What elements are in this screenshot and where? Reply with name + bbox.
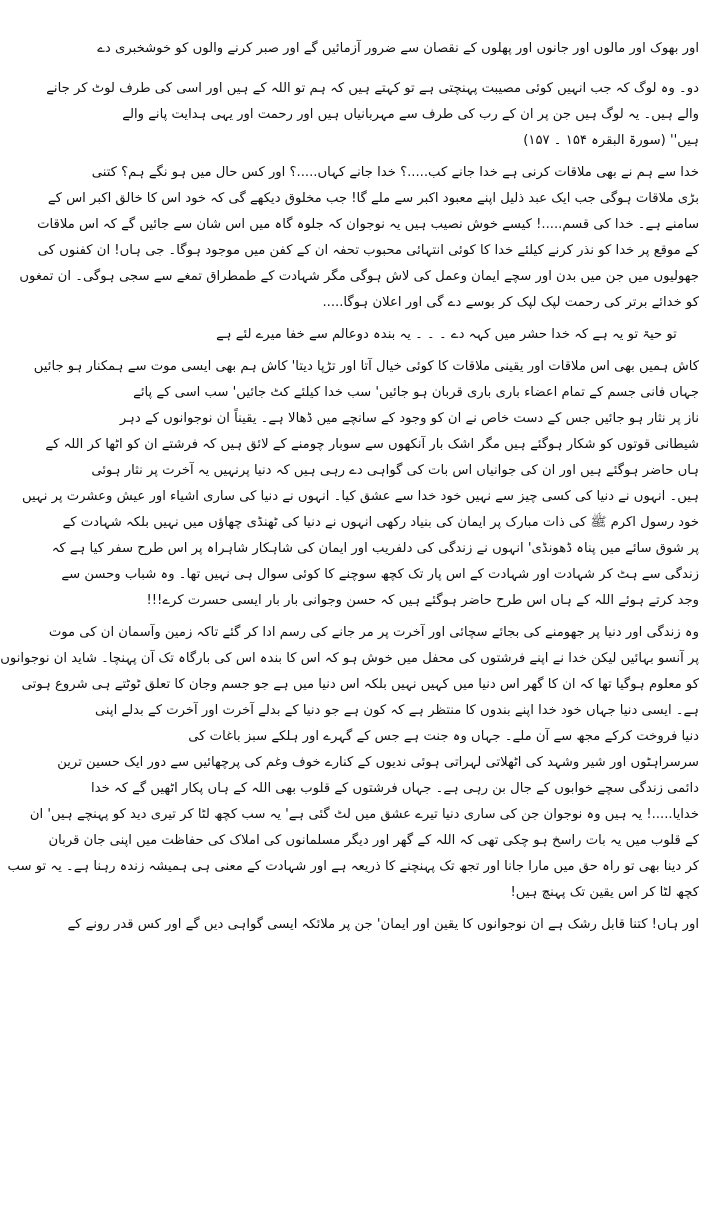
text-line: کچھ لٹا کر اس یقین تک پہنچ ہیں! [510, 885, 699, 900]
text-line: ناز پر نثار ہو جائیں جس کے دست خاص نے ان کو وجود کے سانچے میں ڈھالا ہے۔ یقیناً ان نوجوانوں کے دہر [119, 411, 699, 426]
text-line: زندگی سے ہٹ کر شہادت اور شہادت کے اس پار تک کچھ سوچنے کا کوئی سوال ہی نہیں تھا۔ وہ شباب وحسن سے [61, 567, 699, 582]
text-line: ہے۔ ایسی دنیا جہاں خود خدا اپنے بندوں کا منتظر ہے کہ کون ہے جو دنیا کے بدلے آخرت اور آخرت کے بدلے اپنی [94, 703, 699, 718]
text-line: کر دینا بھی تو راہ حق میں مارا جانا اور تجھ تک پہنچنے کا ذریعہ ہے اور شہادت کے معنی ہی ہمیشہ زندہ رہنا ہے۔ یہ تو سب [7, 859, 699, 874]
paragraph [46, 76, 699, 154]
paragraph [97, 36, 699, 62]
text-line: وجد کرتے ہوئے اللہ کے ہاں اس طرح حاضر ہوگئے ہیں کہ حسن وجوانی بار بار ایسی حسرت کرے!!! [146, 593, 699, 608]
text-line: جہاں فانی جسم کے تمام اعضاء باری باری قربان ہو جائیں' سب خدا کیلئے کٹ جائیں' سب اسی کے پائے [133, 385, 699, 400]
text-line: کے موقع پر خدا کو نذر کرنے کیلئے خدا کا کوئی انتہائی محبوب تحفہ ان کے کفن میں موجود ہوگا۔ جی ہاں! ان کفنوں کی [37, 243, 699, 258]
text-line: خود رسول اکرم ﷺ کی ذات مبارک پر ایمان کی بنیاد رکھی انہوں نے دنیا کی ٹھنڈی چھاؤں میں نہیں بلکہ شہادت کے [62, 515, 699, 530]
text-line: وہ زندگی اور دنیا پر جھومنے کی بجائے سچائی اور آخرت پر مر جانے کی رسم ادا کر گئے تاکہ زمین وآسمان ان کی موت [48, 625, 699, 640]
text-line: کے قلوب میں یہ بات راسخ ہو چکی تھی کہ اللہ کے گھر اور دیگر مسلمانوں کی املاک کی حفاظت میں اپنی جان قربان [48, 833, 699, 848]
text-line: شیطانی قوتوں کو شکار ہوگئے ہیں مگر اشک بار آنکھوں سے سوبار چومنے کے لائق ہیں کہ فرشتے ان کو اٹھا کر اللہ کے [45, 437, 699, 452]
paragraph [19, 160, 699, 316]
text-line: کو خدائے برتر کی رحمت لپک لپک کر بوسے دے گی اور اعلان ہوگا..... [322, 295, 699, 310]
text-line: اور ہاں! کتنا قابل رشک ہے ان نوجوانوں کا یقین اور ایمان' جن پر ملائکہ ایسی گواہی دیں گے اور کس قدر رونے کے [67, 917, 699, 932]
paragraph [67, 912, 699, 938]
text-line: پر آنسو بہائیں لیکن خدا نے اپنے فرشتوں کی محفل میں خوش ہو کہ اس کا بندہ اس کی بارگاہ تک آن پہنچا۔ شاید ان نوجوانوں [0, 651, 699, 666]
text-line: کو معلوم ہوگیا تھا کہ ان کا گھر اس دنیا میں کہیں نہیں بلکہ اس دنیا میں ہے جو جسم وجان کا تعلق ٹوٹتے ہی شروع ہوتی [21, 677, 699, 692]
text-line: جھولیوں میں جن میں بدن اور سچے ایمان وعمل کی لاش ہوگی مگر شہادت کے طمطراق تمغے سے سجی ہوگی۔ ان تمغوں [19, 269, 699, 284]
text-line: اور بھوک اور مالوں اور جانوں اور پھلوں کے نقصان سے ضرور آزمائیں گے اور صبر کرنے والوں کو خوشخبری دے [97, 41, 699, 56]
verse-line: تو حیۃ تو یہ ہے کہ خدا حشر میں کہہ دے ۔ ۔ ۔ یہ بندہ دوعالم سے خفا میرے لئے ہے [216, 327, 677, 342]
text-line: کاش ہمیں بھی اس ملاقات اور یقینی ملاقات کا کوئی خیال آتا اور تڑپا دیتا' کاش ہم بھی ایسی موت سے ہمکنار ہو جائیں [33, 359, 699, 374]
text-line: دائمی زندگی سچے خوابوں کے جال بن رہی ہے۔ جہاں فرشتوں کے قلوب بھی اللہ کے ہاں پکار اٹھیں گے کہ خدا [91, 781, 699, 796]
text-line: خدا سے ہم نے بھی ملاقات کرنی ہے خدا جانے کب.....؟ خدا جانے کہاں.....؟ اور کس حال میں ہو نگے ہم؟ کتنی [91, 165, 699, 180]
text-line: سامنے ہے۔ خدا کی قسم.....! کیسے خوش نصیب ہیں یہ نوجوان کہ جلوہ گاہ میں اس شان سے جائیں گے کہ اس ملاقات [37, 217, 699, 232]
text-line: سرسراہٹوں اور شیر وشہد کی اٹھلاتی لہراتی ہوئی ندیوں کے کنارے خوف وغم کی پرچھائیں سے دور ایک حسین ترین [57, 755, 699, 770]
text-line: دو۔ وہ لوگ کہ جب انہیں کوئی مصیبت پہنچتی ہے تو کہتے ہیں کہ ہم تو اللہ کے ہیں اور اسی کی طرف لوٹ کر جانے [46, 81, 699, 96]
text-line: دنیا فروخت کرکے مجھ سے آن ملے۔ جہاں وہ جنت ہے جس کے گہرے اور ہلکے سبز باغات کی [188, 729, 699, 744]
paragraph [194, 322, 699, 348]
paragraph-gap [194, 62, 699, 76]
paragraph [21, 354, 699, 614]
text-line: ہاں حاضر ہوگئے ہیں اور ان کی جوانیاں اس بات کی گواہی دے رہی ہیں کہ دنیا پرنہیں یہ آخرت پر نثار ہوئی [91, 463, 699, 478]
text-line: خدایا.....! یہ ہیں وہ نوجوان جن کی ساری دنیا تیرے عشق میں لٹ گئی ہے' یہ سب کچھ لٹا کر تیری دید کو پہنچے ہیں' ان [29, 807, 699, 822]
text-line: والے ہیں۔ یہ لوگ ہیں جن پر ان کے رب کی طرف سے مہربانیاں ہیں اور رحمت اور یہی ہدایت پانے والے [122, 107, 699, 122]
text-line: ہیں۔ انہوں نے دنیا کی کسی چیز سے نہیں خود خدا سے عشق کیا۔ انہوں نے دنیا کی ساری اشیاء اور عیش وعشرت پر نہیں [21, 489, 699, 504]
text-line: بڑی ملاقات ہوگی جب ایک عبد ذلیل اپنے معبود اکبر سے ملے گا! جب مخلوق دیکھے گی کہ خود اس کا خالق اکبر اس کے [47, 191, 699, 206]
text-line: ہیں'' (سورۃ البقرہ ۱۵۴ ۔ ۱۵۷) [523, 133, 699, 148]
text-line: پر شوق سائے میں پناہ ڈھونڈی' انہوں نے زندگی کی دلفریب اور ایمان کی شاہکار شاہراہ پر اس طرح سفر کیا ہے کہ [51, 541, 699, 556]
paragraph [0, 620, 699, 906]
